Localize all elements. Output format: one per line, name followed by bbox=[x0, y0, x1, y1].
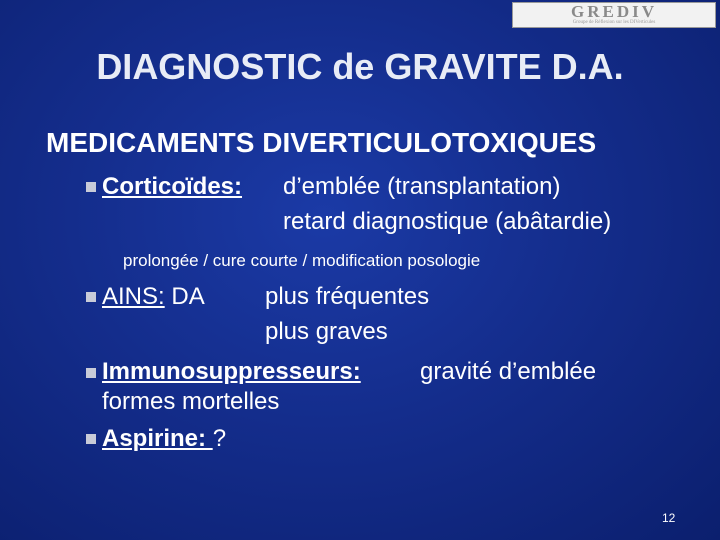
immuno-line1: gravité d’emblée bbox=[420, 358, 597, 385]
item-corticoides bbox=[102, 173, 242, 201]
slide-title: DIAGNOSTIC de GRAVITE D.A. bbox=[96, 46, 624, 87]
ains-label: AINS: bbox=[102, 283, 165, 310]
page-number: 12 bbox=[662, 511, 676, 525]
bullet-square-icon bbox=[86, 182, 96, 192]
logo-subtitle: Groupe de Réflexion sur les DIVerticules bbox=[572, 20, 656, 25]
corticoides-label: Corticoïdes: bbox=[102, 173, 243, 200]
bullet-square-icon bbox=[86, 434, 96, 444]
item-ains bbox=[102, 283, 205, 311]
ains-line1: plus fréquentes bbox=[265, 283, 430, 310]
immuno-line2: formes mortelles bbox=[102, 388, 280, 415]
section-heading: MEDICAMENTS DIVERTICULOTOXIQUES bbox=[46, 127, 597, 158]
ains-line2: plus graves bbox=[265, 318, 388, 345]
corticoides-note: prolongée / cure courte / modification posologie bbox=[123, 251, 481, 270]
immuno-label: Immunosuppresseurs: bbox=[102, 358, 361, 385]
aspirine-rest: ? bbox=[212, 425, 227, 452]
corticoides-line2: retard diagnostique (abâtardie) bbox=[283, 208, 612, 235]
grediv-logo bbox=[512, 2, 716, 28]
bullet-square-icon bbox=[86, 368, 96, 378]
bullet-square-icon bbox=[86, 292, 96, 302]
corticoides-line1: d’emblée (transplantation) bbox=[283, 173, 561, 200]
logo-word: GREDIV bbox=[570, 2, 657, 21]
ains-rest: DA bbox=[164, 283, 205, 310]
item-immuno bbox=[102, 358, 361, 386]
aspirine-label: Aspirine: bbox=[102, 425, 213, 452]
item-aspirine bbox=[102, 425, 226, 453]
